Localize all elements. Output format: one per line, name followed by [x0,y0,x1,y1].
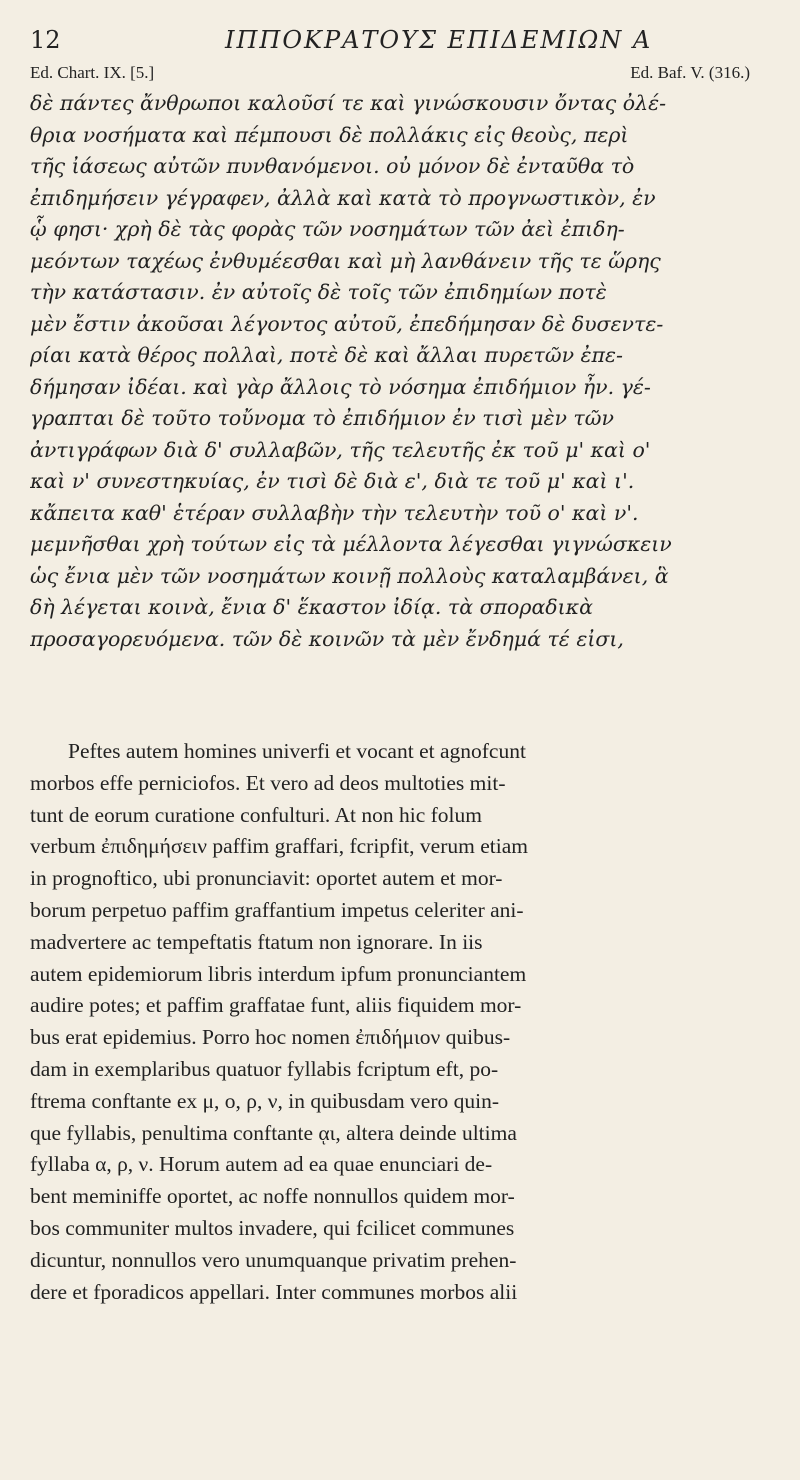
latin-text-block [30,736,750,1308]
running-title: ΙΠΠΟΚΡΑΤΟΥΣ ΕΠΙΔΕΜΙΩΝ Α [225,26,653,54]
latin-line: ftrema conftante ex μ, ο, ρ, ν, in quibusdam vero quin- [30,1088,500,1113]
page-number: 12 [30,26,61,54]
greek-line: δὲ πάντες ἄνθρωποι καλοῦσί τε καὶ γινώσκουσιν ὄντας ὀλέ- [30,91,667,115]
greek-line: ρίαι κατὰ θέρος πολλαὶ, ποτὲ δὲ καὶ ἄλλαι πυρετῶν ἐπε- [30,343,623,367]
greek-line: θρια νοσήματα καὶ πέμπουσι δὲ πολλάκις εἰς θεοὺς, περὶ [30,122,629,147]
latin-line: autem epidemiorum libris interdum ipfum pronunciantem [30,961,527,986]
greek-line: μεόντων ταχέως ἐνθυμέεσθαι καὶ μὴ λανθάνειν τῆς τε ὥρης [30,248,661,273]
greek-line: τὴν κατάστασιν. ἐν αὐτοῖς δὲ τοῖς τῶν ἐπιδημίων ποτὲ [30,280,607,304]
edition-ref-basel: Ed. Baf. V. (316.) [630,63,750,82]
latin-line: verbum ἐπιδημήσειν paffim graffari, fcripfit, verum etiam [30,834,528,859]
latin-line: madvertere ac tempeftatis ftatum non ignorare. In iis [30,929,483,954]
latin-line: dam in exemplaribus quatuor fyllabis fcriptum eft, po- [30,1056,499,1081]
latin-line: in prognoftico, ubi pronunciavit: oportet autem et mor- [30,866,503,891]
greek-line: δὴ λέγεται κοινὰ, ἔνια δ' ἕκαστον ἰδίᾳ. τὰ σποραδικὰ [30,595,593,619]
latin-line: dicuntur, nonnullos vero unumquanque privatim prehen- [30,1247,517,1272]
greek-line: καὶ ν' συνεστηκυίας, ἐν τισὶ δὲ διὰ ε', διὰ τε τοῦ μ' καὶ ι'. [30,469,635,493]
greek-line: ἀντιγράφων διὰ δ' συλλαβῶν, τῆς τελευτῆς ἐκ τοῦ μ' καὶ ο' [30,437,651,462]
latin-line: morbos effe perniciofos. Et vero ad deos multoties mit- [30,770,506,795]
latin-line: tunt de eorum curatione confulturi. At non hic folum [30,802,482,827]
greek-line: κἄπειτα καθ' ἑτέραν συλλαβὴν τὴν τελευτὴν τοῦ ο' καὶ ν'. [30,500,639,525]
edition-references [30,63,750,91]
greek-line: προσαγορευόμενα. τῶν δὲ κοινῶν τὰ μὲν ἔνδημά τέ εἰσι, [30,626,624,651]
latin-line: Peftes autem homines univerfi et vocant et agnofcunt [68,739,526,763]
greek-text-block [30,88,750,655]
greek-line: δήμησαν ἰδέαι. καὶ γὰρ ἄλλοις τὸ νόσημα ἐπιδήμιον ἦν. γέ- [30,374,651,399]
latin-line: bent meminiffe oportet, ac noffe nonnullos quidem mor- [30,1184,515,1209]
greek-line: ὡς ἔνια μὲν τῶν νοσημάτων κοινῇ πολλοὺς καταλαμβάνει, ἃ [30,563,669,588]
latin-line: fyllaba α, ρ, ν. Horum autem ad ea quae enunciari de- [30,1152,493,1177]
greek-line: μεμνῆσθαι χρὴ τούτων εἰς τὰ μέλλοντα λέγεσθαι γιγνώσκειν [30,532,672,556]
latin-line: bos communiter multos invadere, qui fcilicet communes [30,1215,515,1240]
latin-line: bus erat epidemius. Porro hoc nomen ἐπιδήμιον quibus- [30,1025,511,1050]
latin-line: dere et fporadicos appellari. Inter communes morbos alii [30,1279,518,1304]
greek-line: ᾧ φησι· χρὴ δὲ τὰς φορὰς τῶν νοσημάτων τῶν ἀεὶ ἐπιδη- [30,217,625,241]
greek-line: ἐπιδημήσειν γέγραφεν, ἀλλὰ καὶ κατὰ τὸ προγνωστικὸν, ἐν [30,185,656,210]
edition-ref-chartier: Ed. Chart. IX. [5.] [30,63,155,82]
greek-line: τῆς ἰάσεως αὐτῶν πυνθανόμενοι. οὐ μόνον δὲ ἐνταῦθα τὸ [30,154,635,178]
greek-line: μὲν ἔστιν ἀκοῦσαι λέγοντος αὐτοῦ, ἐπεδήμησαν δὲ δυσεντε- [30,311,664,336]
greek-line: γραπται δὲ τοῦτο τοὔνομα τὸ ἐπιδήμιον ἐν τισὶ μὲν τῶν [30,406,614,430]
latin-line: borum perpetuo paffim graffantium impetus celeriter ani- [30,897,524,922]
latin-line: audire potes; et paffim graffatae funt, aliis fiquidem mor- [30,993,522,1018]
latin-line: que fyllabis, penultima conftante ᾳι, altera deinde ultima [30,1120,517,1145]
page-header [30,26,750,56]
